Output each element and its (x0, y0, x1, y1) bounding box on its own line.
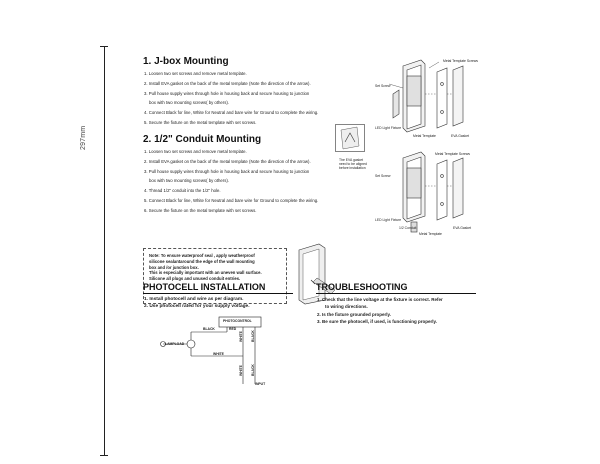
jbox-step: 3. Pull house supply wires through hole in housing back and secure housing to junction (144, 91, 310, 96)
jbox-step: 2. Install EVA gasket on the back of the metal template (Note the direction of the arrow). (144, 81, 311, 86)
photocell-title: PHOTOCELL INSTALLATION (143, 282, 266, 292)
jbox-step: box with two mounting screws( by others). (149, 100, 230, 105)
wiring-label-lampload: LAMPLOAD (165, 342, 185, 346)
diagram2-label-eva-gasket: EVA Gasket (453, 226, 472, 230)
note-line: Silicone all plugs and unused conduit entries. (149, 276, 241, 282)
gasket-note-line: The EVA gasket (339, 158, 364, 162)
conduit-step: 5. Connect Black for line, White for Neutral and bare wire for Ground to complete the wiring. (144, 198, 319, 203)
diagram2-label-metal-template-screws: Metal Template Screws (435, 152, 470, 156)
dimension-bottom-tick (100, 455, 108, 456)
wiring-label-black-input: BLACK (251, 364, 255, 376)
conduit-step: 3. Pull house supply wires through hole in housing back and secure housing to junction (144, 169, 310, 174)
waterproof-note-box (143, 248, 287, 304)
diagram2-label-set-screw: Set Screw (375, 174, 391, 178)
page-height-dimension-label: 297mm (80, 125, 87, 150)
photocell-step: 1. Install photocell and wire as per diagram. (144, 297, 244, 302)
jbox-step: 5. Secure the fixture on the metal template with set screws. (144, 120, 257, 125)
wiring-label-photocontrol: PHOTOCONTROL (223, 319, 252, 323)
diagram2-label-metal-template: Metal Template (419, 232, 442, 236)
diagram2-label-conduit: 1/2 Conduit (399, 226, 417, 230)
troubleshooting-title: TROUBLESHOOTING (316, 282, 408, 292)
conduit-step: 6. Secure the fixture on the metal template with set screws. (144, 208, 257, 213)
troubleshooting-step: to wiring directions. (325, 304, 368, 309)
wiring-label-white-bottom: WHITE (213, 352, 224, 356)
conduit-step: box with two mounting screws( by others). (149, 178, 230, 183)
wiring-label-white-input: WHITE (239, 365, 243, 376)
wiring-label-red: RED (229, 327, 237, 331)
note-line: silicone sealantaround the edge of the wall mounting (149, 258, 255, 264)
conduit-step: 1. Loosen two set screws and remove metal template. (144, 149, 247, 154)
jbox-exploded-diagram (363, 54, 481, 146)
photocell-title-underline (143, 293, 293, 294)
gasket-note-line: need to be aligned (339, 162, 367, 166)
dimension-top-tick (100, 46, 108, 47)
diagram1-label-metal-template: Metal Template (413, 134, 436, 138)
troubleshooting-step: 3. Be sure the photocell, if used, is functioning properly. (317, 319, 437, 324)
wiring-label-white-vertical: WHITE (239, 331, 243, 342)
diagram2-label-led-light-fixture: LED Light Fixture (375, 218, 402, 222)
wiring-label-black-top: BLACK (203, 327, 215, 331)
conduit-step: 4. Thread 1/2" conduit into the 1/2" hole. (144, 188, 221, 193)
wiring-label-input: INPUT (255, 382, 266, 386)
jbox-title: 1. J-box Mounting (143, 56, 229, 67)
troubleshooting-title-underline (316, 293, 476, 294)
note-line: box and /or junction box. (149, 264, 199, 270)
photocell-step: 2. Use photocell rated for your supply voltage. (144, 304, 250, 309)
jbox-step: 4. Connect Black for line, White for Neutral and bare wire for Ground to complete the wiring. (144, 110, 319, 115)
diagram1-label-metal-template-screws: Metal Template Screws (443, 59, 478, 63)
wiring-label-black-vertical: BLACK (251, 330, 255, 342)
jbox-step: 1. Loosen two set screws and remove metal template. (144, 71, 247, 76)
diagram1-label-led-light-fixture: LED Light Fixture (375, 126, 402, 130)
instruction-page (113, 46, 483, 456)
note-line: Note: To ensure waterproof seal , apply weatherproof (149, 253, 255, 258)
conduit-exploded-diagram (371, 146, 481, 236)
gasket-alignment-inset (335, 124, 365, 152)
troubleshooting-step: 1. Check that the line voltage at the fixture is correct. Refer (317, 297, 443, 302)
troubleshooting-step: 2. Is the fixture grounded properly. (317, 312, 391, 317)
note-line: This is especially important with an uneven wall surface. (149, 270, 262, 276)
diagram1-label-eva-gasket: EVA Gasket (451, 134, 470, 138)
diagram1-label-set-screw: Set Screw (375, 84, 391, 88)
page-height-dimension-line (104, 46, 105, 456)
gasket-note-line: before installation (339, 166, 366, 170)
conduit-title: 2. 1/2" Conduit Mounting (143, 134, 262, 145)
conduit-step: 2. Install EVA gasket on the back of the metal template (Note the direction of the arrow). (144, 159, 311, 164)
